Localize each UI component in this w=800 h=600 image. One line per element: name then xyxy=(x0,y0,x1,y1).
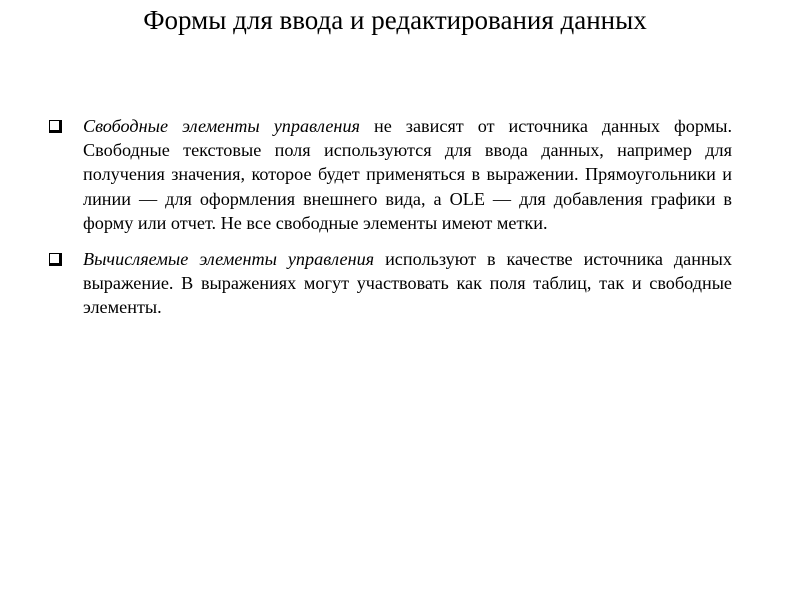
bullet-term: Свободные элементы управления xyxy=(83,116,360,136)
square-bullet-icon xyxy=(49,253,62,266)
bullet-list xyxy=(46,114,732,320)
bullet-term: Вычисляемые элементы управления xyxy=(83,249,375,270)
square-bullet-icon xyxy=(49,120,62,133)
bullet-text: не зависят от источника данных формы. Свободные текстовые поля используются для ввода данных, например для получения значения, которое будет применяться в выражении. Прямоугольники и линии — для оформления внешнего вида, a OLE — для добавления графики в форму или отчет. Не все свободные элементы имеют метки. xyxy=(83,116,732,233)
bullet-calculated-controls xyxy=(46,247,732,320)
bullet-text: используют в качестве источника данных выражение. В выражениях могут участвовать как поля таблиц, так и свободные элементы. xyxy=(83,249,732,318)
page-title: Формы для ввода и редактирования данных xyxy=(143,5,647,35)
bullet-free-controls xyxy=(46,114,732,235)
